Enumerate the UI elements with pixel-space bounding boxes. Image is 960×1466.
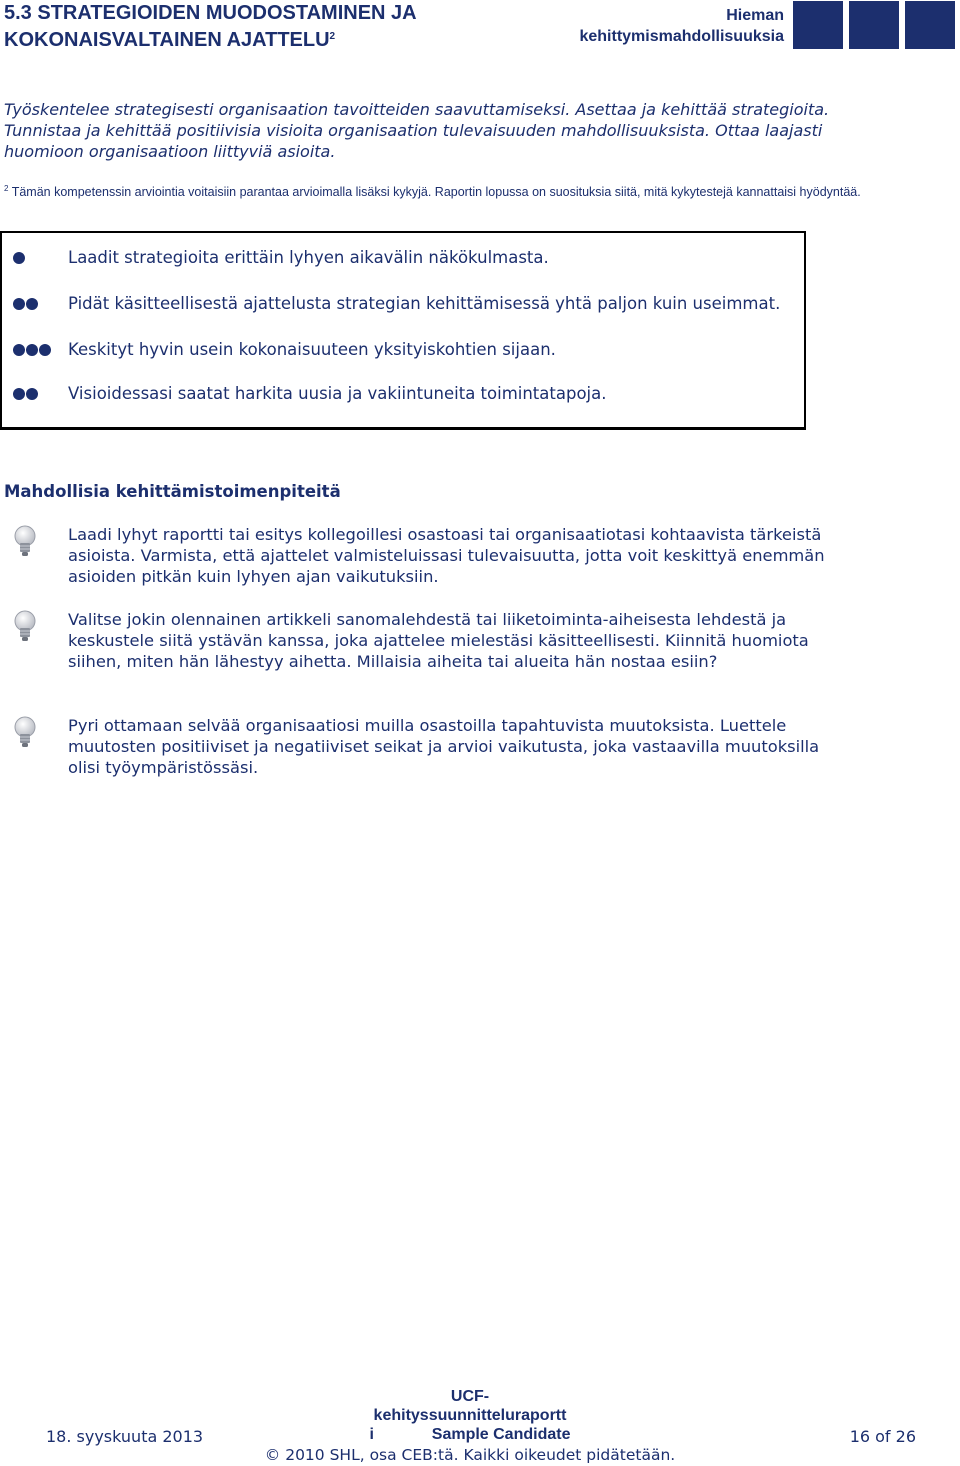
development-level-line-2: kehittymismahdollisuuksia [579,28,784,45]
page-title [4,2,417,52]
development-level-indicator [793,1,960,49]
rating-dots [13,388,38,400]
development-text: Valitse jokin olennainen artikkeli sanomalehdestä tai liiketoiminta-aiheisesta lehdestä ja keskustele siitä ystävän kanssa, joka ajattelee mielestäsi käsitteellisesti. Kiinnitä huomiota siihen, miten hän lähestyy aihetta. Millaisia aiheita tai alueita hän nostaa esiin? [68,610,809,671]
rating-dots [13,252,25,264]
level-box-2 [849,1,899,49]
lightbulb-icon [11,524,39,560]
footer-report-line-3-a: i [369,1426,374,1443]
rating-dots [13,298,38,310]
rating-dot [26,388,38,400]
development-text: Pyri ottamaan selvää organisaatiosi muilla osastoilla tapahtuvista muutoksista. Luettele muutosten positiiviset ja negatiiviset seikat ja arvioi vaikutusta, joka vastaavilla muutoksilla olisi työympäristössäsi. [68,716,820,777]
rating-dot [13,344,25,356]
development-text: Laadi lyhyt raportti tai esitys kollegoillesi osastoasi tai organisaatiotasi kohtaavista tärkeistä asioista. Varmista, että ajattelet valmisteluissasi tulevaisuutta, jotta voit keskittyä enemmän asioiden pitkän kuin lyhyen ajan vaikutuksiin. [68,525,825,586]
lightbulb-icon [11,715,39,751]
level-box-3 [905,1,955,49]
footer-candidate-name: Sample Candidate [431,1426,571,1443]
footnote [4,180,884,201]
footer-report-line-2: kehityssuunnitteluraportt [373,1407,567,1424]
page-title-line-2-text: KOKONAISVALTAINEN AJATTELU [4,29,330,51]
footer-report-name [170,1387,770,1444]
feedback-box [0,231,806,430]
footer-date: 18. syyskuuta 2013 [46,1427,204,1446]
footnote-text: Tämän kompetenssin arviointia voitaisiin parantaa arvioimalla lisäksi kykyjä. Raportin lopussa on suosituksia siitä, mitä kykytestejä kannattaisi hyödyntää. [11,185,861,200]
footer-report-line-3 [170,1425,770,1444]
page-title-line-2 [4,25,417,52]
rating-dot [13,298,25,310]
competency-definition: Työskentelee strategisesti organisaation tavoitteiden saavuttamiseksi. Asettaa ja kehittää strategioita. Tunnistaa ja kehittää positiivisia visioita organisaation tulevaisuuden mahdollisuuksista. Ottaa laajasti huomioon organisaatioon liittyviä asioita. [4,100,830,161]
feedback-text: Visioidessasi saatat harkita uusia ja vakiintuneita toimintatapoja. [68,384,607,403]
rating-dot [13,252,25,264]
development-level-line-1: Hieman [726,7,784,24]
footnote-ref: 2 [329,31,336,42]
feedback-text: Pidät käsitteellisestä ajattelusta strategian kehittämisessä yhtä paljon kuin useimmat. [68,294,781,313]
page-title-line-1: 5.3 STRATEGIOIDEN MUODOSTAMINEN JA [4,2,417,24]
footnote-marker: 2 [4,184,9,193]
development-level-label [579,5,784,47]
rating-dot [13,388,25,400]
rating-dot [39,344,51,356]
rating-dots [13,344,51,356]
rating-dot [26,344,38,356]
lightbulb-icon [11,609,39,645]
level-box-1 [793,1,843,49]
feedback-text: Keskityt hyvin usein kokonaisuuteen yksityiskohtien sijaan. [68,340,556,359]
rating-dot [26,298,38,310]
development-heading: Mahdollisia kehittämistoimenpiteitä [4,482,341,501]
footer-report-line-1: UCF- [450,1388,490,1405]
footer-copyright: © 2010 SHL, osa CEB:tä. Kaikki oikeudet pidätetään. [264,1446,676,1464]
footer-page-number: 16 of 26 [849,1427,916,1446]
feedback-text: Laadit strategioita erittäin lyhyen aikavälin näkökulmasta. [68,248,549,267]
